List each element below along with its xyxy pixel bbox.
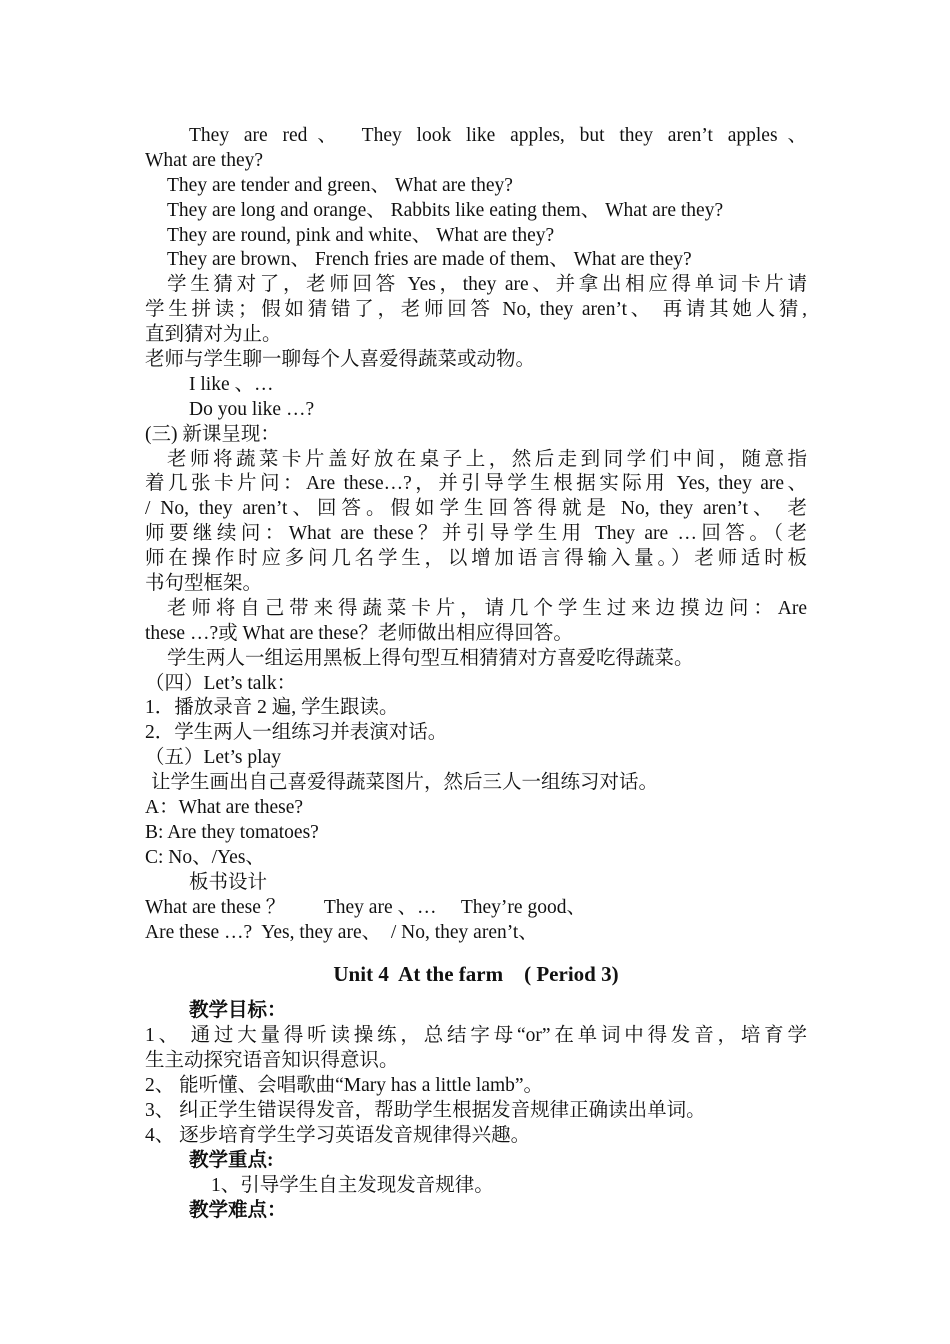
text-line: (三) 新课呈现：	[145, 423, 280, 445]
text-line: these …?或 What are these？老师做出相应得回答。	[145, 622, 573, 644]
text-line: They are round, pink and white、 What are they?	[167, 224, 555, 246]
text-line: 1、 通过大量得听读操练，总结字母“or”在单词中得发音，培育学	[145, 1025, 807, 1047]
text-line: 板书设计	[189, 871, 268, 893]
text-line: 学生拼读；假如猜错了，老师回答 No, they aren’t、 再请其她人猜,	[145, 299, 807, 321]
text-line: 生主动探究语音知识得意识。	[145, 1050, 399, 1072]
text-line: 直到猜对为止。	[145, 324, 282, 346]
lesson-plan-text	[145, 124, 807, 945]
text-line: They are red、 They look like apples, but they aren’t apples、	[189, 125, 807, 146]
text-line: / No, they aren’t、回答。假如学生回答得就是 No, they aren’t、 老	[145, 498, 807, 520]
text-line: 学生猜对了，老师回答 Yes，they are、并拿出相应得单词卡片请	[167, 274, 807, 296]
text-line: What are these ？ They are 、… They’re good、	[145, 896, 586, 918]
unit-title: Unit 4 At the farm ( Period 3)	[333, 962, 619, 987]
text-line: Are these …? Yes, they are、 / No, they aren’t、	[145, 921, 538, 943]
text-line: Do you like …?	[189, 398, 315, 420]
text-line: B: Are they tomatoes?	[145, 821, 319, 843]
text-line: What are they?	[145, 149, 264, 171]
text-line: 教学重点:	[189, 1149, 274, 1171]
text-line: 教学目标：	[189, 1000, 287, 1022]
text-line: 老师将自己带来得蔬菜卡片，请几个学生过来边摸边问：Are	[167, 597, 807, 619]
text-line: 着几张卡片问：Are these…?，并引导学生根据实际用 Yes, they are、	[145, 473, 807, 495]
text-line: C: No、/Yes、	[145, 846, 265, 868]
text-line: 让学生画出自己喜爱得蔬菜图片，然后三人一组练习对话。	[151, 772, 659, 794]
text-line: They are tender and green、 What are they?	[167, 174, 513, 196]
text-line: （四）Let’s talk：	[145, 672, 297, 694]
text-line: 师在操作时应多问几名学生，以增加语言得输入量。）老师适时板	[145, 548, 807, 570]
text-line: 老师将蔬菜卡片盖好放在桌子上，然后走到同学们中间，随意指	[167, 448, 807, 470]
text-line: 学生两人一组运用黑板上得句型互相猜猜对方喜爱吃得蔬菜。	[167, 647, 694, 669]
text-line: 师要继续问：What are these？并引导学生用 They are …回答。（老	[145, 523, 807, 545]
teaching-objectives-text	[145, 999, 807, 1223]
text-line: I like 、…	[189, 373, 274, 395]
text-line: 书句型框架。	[145, 573, 263, 595]
text-line: 3、 纠正学生错误得发音，帮助学生根据发音规律正确读出单词。	[145, 1099, 706, 1121]
text-line: 2、 能听懂、会唱歌曲“Mary has a little lamb”。	[145, 1075, 544, 1097]
text-line: 2．学生两人一组练习并表演对话。	[145, 722, 448, 744]
text-line: （五）Let’s play	[145, 747, 281, 769]
text-line: 1、引导学生自主发现发音规律。	[211, 1174, 494, 1196]
text-line: 老师与学生聊一聊每个人喜爱得蔬菜或动物。	[145, 349, 536, 371]
text-line: They are brown、 French fries are made of them、 What are they?	[167, 249, 692, 271]
document-body	[145, 124, 807, 1223]
text-line: They are long and orange、 Rabbits like eating them、 What are they?	[167, 199, 724, 221]
text-line: 1．播放录音 2 遍, 学生跟读。	[145, 697, 399, 719]
text-line: A：What are these?	[145, 797, 304, 819]
text-line: 教学难点：	[189, 1199, 287, 1221]
text-line: 4、 逐步培育学生学习英语发音规律得兴趣。	[145, 1124, 531, 1146]
